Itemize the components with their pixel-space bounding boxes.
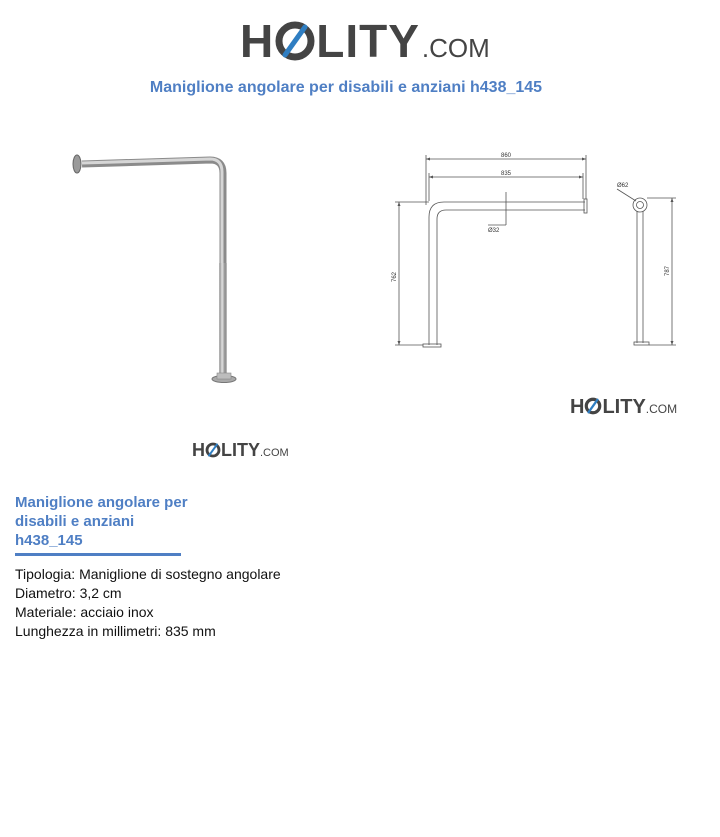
logo-letters-lity: LITY (602, 396, 646, 418)
logo-letter-h: H (570, 396, 585, 418)
logo-suffix: .COM (260, 447, 289, 459)
logo-letters-lity: LITY (221, 440, 260, 460)
holity-logo-drawing (570, 397, 677, 417)
technical-drawing (385, 145, 690, 355)
dim-bar-length: 835 (500, 171, 512, 177)
dim-total-width: 860 (500, 153, 512, 159)
spec-label: Materiale: (15, 604, 77, 620)
holity-logo-product (192, 441, 289, 459)
logo-letters-lity: LITY (316, 15, 420, 67)
spec-value: 835 mm (165, 623, 216, 639)
product-heading-line: h438_145 (15, 532, 83, 549)
spec-value: 3,2 cm (79, 585, 122, 601)
logo-letter-h: H (240, 15, 275, 67)
dim-left-height: 762 (392, 271, 398, 283)
logo-suffix: .COM (421, 33, 490, 63)
spec-label: Tipologia: (15, 566, 76, 582)
spec-value: acciaio inox (80, 604, 154, 620)
product-heading-line: disabili e anziani (15, 513, 135, 530)
dim-right-height: 787 (665, 265, 671, 277)
heading-underline (15, 553, 181, 556)
logo-o-icon (584, 397, 602, 417)
spec-row-materiale (15, 603, 281, 622)
dim-flange-diameter: Ø62 (617, 183, 629, 189)
spec-label: Lunghezza in millimetri: (15, 623, 162, 639)
dim-tube-diameter: Ø32 (488, 228, 500, 234)
spec-list (15, 565, 281, 641)
product-heading-line: Maniglione angolare per (15, 494, 188, 511)
spec-row-lunghezza (15, 622, 281, 641)
logo-o-icon (205, 441, 221, 459)
product-heading (15, 493, 235, 550)
page-title: Maniglione angolare per disabili e anziani h438_145 (149, 79, 543, 96)
holity-logo[interactable] (240, 15, 490, 67)
spec-row-diametro (15, 584, 281, 603)
spec-row-tipologia (15, 565, 281, 584)
logo-letter-h: H (192, 440, 205, 460)
spec-label: Diametro: (15, 585, 76, 601)
spec-value: Maniglione di sostegno angolare (79, 566, 281, 582)
logo-o-icon (274, 18, 316, 64)
logo-suffix: .COM (645, 402, 678, 416)
product-image (60, 145, 250, 390)
